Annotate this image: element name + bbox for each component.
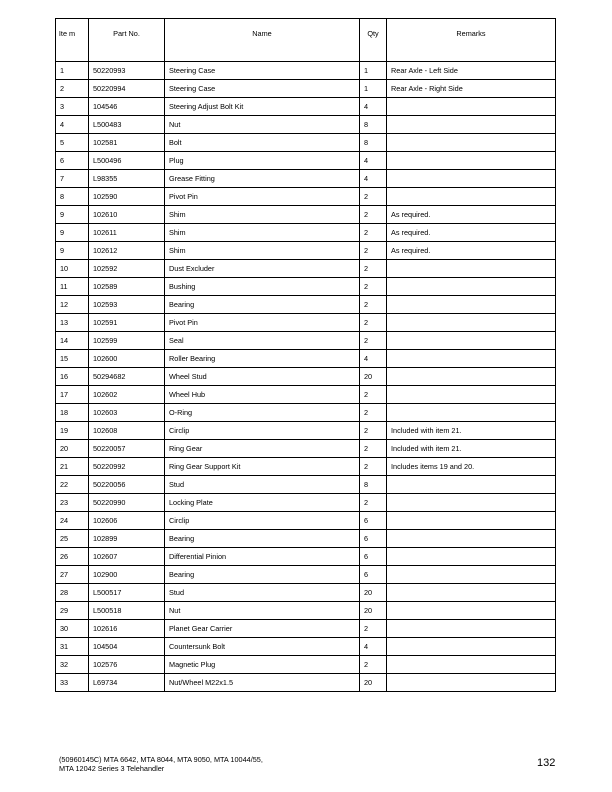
remarks-cell bbox=[387, 638, 556, 656]
table-row bbox=[56, 242, 556, 260]
part-name-cell: Magnetic Plug bbox=[165, 656, 360, 674]
quantity-cell: 2 bbox=[360, 278, 387, 296]
part-number-cell: 102612 bbox=[89, 242, 165, 260]
item-cell: 2 bbox=[56, 80, 89, 98]
item-cell: 25 bbox=[56, 530, 89, 548]
remarks-cell bbox=[387, 656, 556, 674]
part-number-cell: L500496 bbox=[89, 152, 165, 170]
table-row bbox=[56, 440, 556, 458]
header-item: Ite m bbox=[56, 19, 89, 62]
quantity-cell: 2 bbox=[360, 224, 387, 242]
part-number-cell: 50220992 bbox=[89, 458, 165, 476]
part-number-cell: 102600 bbox=[89, 350, 165, 368]
table-row bbox=[56, 80, 556, 98]
part-number-cell: 104504 bbox=[89, 638, 165, 656]
quantity-cell: 2 bbox=[360, 260, 387, 278]
item-cell: 12 bbox=[56, 296, 89, 314]
part-name-cell: O-Ring bbox=[165, 404, 360, 422]
part-name-cell: Stud bbox=[165, 584, 360, 602]
remarks-cell: As required. bbox=[387, 206, 556, 224]
quantity-cell: 2 bbox=[360, 404, 387, 422]
table-row bbox=[56, 134, 556, 152]
part-name-cell: Nut bbox=[165, 116, 360, 134]
item-cell: 22 bbox=[56, 476, 89, 494]
item-cell: 15 bbox=[56, 350, 89, 368]
quantity-cell: 2 bbox=[360, 188, 387, 206]
part-number-cell: L98355 bbox=[89, 170, 165, 188]
table-row bbox=[56, 278, 556, 296]
quantity-cell: 8 bbox=[360, 476, 387, 494]
part-name-cell: Steering Adjust Bolt Kit bbox=[165, 98, 360, 116]
table-row bbox=[56, 224, 556, 242]
table-row bbox=[56, 98, 556, 116]
part-number-cell: 102610 bbox=[89, 206, 165, 224]
item-cell: 11 bbox=[56, 278, 89, 296]
table-row bbox=[56, 206, 556, 224]
item-cell: 13 bbox=[56, 314, 89, 332]
remarks-cell bbox=[387, 530, 556, 548]
header-qty: Qty bbox=[360, 19, 387, 62]
remarks-cell bbox=[387, 368, 556, 386]
quantity-cell: 4 bbox=[360, 152, 387, 170]
quantity-cell: 2 bbox=[360, 206, 387, 224]
part-number-cell: 50220056 bbox=[89, 476, 165, 494]
remarks-cell bbox=[387, 584, 556, 602]
remarks-cell bbox=[387, 566, 556, 584]
remarks-cell: Included with item 21. bbox=[387, 440, 556, 458]
quantity-cell: 2 bbox=[360, 242, 387, 260]
table-row bbox=[56, 638, 556, 656]
quantity-cell: 6 bbox=[360, 512, 387, 530]
remarks-cell bbox=[387, 476, 556, 494]
part-number-cell: 50220994 bbox=[89, 80, 165, 98]
quantity-cell: 2 bbox=[360, 332, 387, 350]
part-number-cell: 102576 bbox=[89, 656, 165, 674]
part-name-cell: Planet Gear Carrier bbox=[165, 620, 360, 638]
item-cell: 3 bbox=[56, 98, 89, 116]
part-name-cell: Steering Case bbox=[165, 62, 360, 80]
footer-line-1: (50960145C) MTA 6642, MTA 8044, MTA 9050, MTA 10044/55, bbox=[59, 755, 263, 764]
quantity-cell: 20 bbox=[360, 368, 387, 386]
quantity-cell: 4 bbox=[360, 350, 387, 368]
part-number-cell: 102592 bbox=[89, 260, 165, 278]
table-row bbox=[56, 674, 556, 692]
item-cell: 6 bbox=[56, 152, 89, 170]
remarks-cell bbox=[387, 152, 556, 170]
part-name-cell: Bearing bbox=[165, 566, 360, 584]
part-number-cell: 102602 bbox=[89, 386, 165, 404]
item-cell: 33 bbox=[56, 674, 89, 692]
part-number-cell: 102899 bbox=[89, 530, 165, 548]
quantity-cell: 1 bbox=[360, 80, 387, 98]
footer-line-2: MTA 12042 Series 3 Telehandler bbox=[59, 763, 165, 773]
table-row bbox=[56, 620, 556, 638]
item-cell: 21 bbox=[56, 458, 89, 476]
footer-model-info bbox=[59, 756, 263, 773]
table-row bbox=[56, 458, 556, 476]
page-number: 132 bbox=[537, 757, 556, 769]
table-row bbox=[56, 152, 556, 170]
item-cell: 17 bbox=[56, 386, 89, 404]
quantity-cell: 2 bbox=[360, 314, 387, 332]
remarks-cell bbox=[387, 134, 556, 152]
part-name-cell: Plug bbox=[165, 152, 360, 170]
item-cell: 19 bbox=[56, 422, 89, 440]
remarks-cell: Rear Axle - Left Side bbox=[387, 62, 556, 80]
remarks-cell bbox=[387, 350, 556, 368]
remarks-cell bbox=[387, 98, 556, 116]
part-name-cell: Seal bbox=[165, 332, 360, 350]
item-cell: 7 bbox=[56, 170, 89, 188]
part-number-cell: 102606 bbox=[89, 512, 165, 530]
table-row bbox=[56, 368, 556, 386]
remarks-cell bbox=[387, 332, 556, 350]
part-name-cell: Circlip bbox=[165, 512, 360, 530]
remarks-cell: Rear Axle - Right Side bbox=[387, 80, 556, 98]
remarks-cell bbox=[387, 494, 556, 512]
table-row bbox=[56, 260, 556, 278]
part-name-cell: Shim bbox=[165, 224, 360, 242]
quantity-cell: 2 bbox=[360, 494, 387, 512]
quantity-cell: 2 bbox=[360, 440, 387, 458]
table-row bbox=[56, 530, 556, 548]
item-cell: 20 bbox=[56, 440, 89, 458]
part-number-cell: 102616 bbox=[89, 620, 165, 638]
part-name-cell: Bushing bbox=[165, 278, 360, 296]
item-cell: 26 bbox=[56, 548, 89, 566]
remarks-cell bbox=[387, 170, 556, 188]
part-name-cell: Nut bbox=[165, 602, 360, 620]
table-row bbox=[56, 116, 556, 134]
part-number-cell: 102611 bbox=[89, 224, 165, 242]
part-name-cell: Bearing bbox=[165, 530, 360, 548]
part-name-cell: Ring Gear Support Kit bbox=[165, 458, 360, 476]
item-cell: 32 bbox=[56, 656, 89, 674]
part-name-cell: Differential Pinion bbox=[165, 548, 360, 566]
header-name: Name bbox=[165, 19, 360, 62]
quantity-cell: 20 bbox=[360, 602, 387, 620]
item-cell: 14 bbox=[56, 332, 89, 350]
header-part-no: Part No. bbox=[89, 19, 165, 62]
table-row bbox=[56, 656, 556, 674]
part-number-cell: L500517 bbox=[89, 584, 165, 602]
quantity-cell: 8 bbox=[360, 116, 387, 134]
remarks-cell bbox=[387, 188, 556, 206]
quantity-cell: 6 bbox=[360, 548, 387, 566]
table-row bbox=[56, 584, 556, 602]
part-number-cell: 50220057 bbox=[89, 440, 165, 458]
table-header-row bbox=[56, 19, 556, 62]
parts-table-body bbox=[56, 62, 556, 692]
table-row bbox=[56, 512, 556, 530]
remarks-cell: As required. bbox=[387, 242, 556, 260]
quantity-cell: 8 bbox=[360, 134, 387, 152]
part-number-cell: 102591 bbox=[89, 314, 165, 332]
part-number-cell: 50294682 bbox=[89, 368, 165, 386]
part-number-cell: 50220990 bbox=[89, 494, 165, 512]
part-number-cell: L500483 bbox=[89, 116, 165, 134]
part-number-cell: 102589 bbox=[89, 278, 165, 296]
table-row bbox=[56, 188, 556, 206]
table-row bbox=[56, 296, 556, 314]
item-cell: 29 bbox=[56, 602, 89, 620]
parts-table bbox=[55, 18, 556, 692]
table-row bbox=[56, 494, 556, 512]
remarks-cell bbox=[387, 674, 556, 692]
item-cell: 31 bbox=[56, 638, 89, 656]
table-row bbox=[56, 314, 556, 332]
item-cell: 4 bbox=[56, 116, 89, 134]
part-name-cell: Shim bbox=[165, 242, 360, 260]
remarks-cell bbox=[387, 548, 556, 566]
quantity-cell: 4 bbox=[360, 98, 387, 116]
table-row bbox=[56, 350, 556, 368]
quantity-cell: 2 bbox=[360, 386, 387, 404]
remarks-cell bbox=[387, 404, 556, 422]
remarks-cell bbox=[387, 296, 556, 314]
item-cell: 9 bbox=[56, 242, 89, 260]
table-row bbox=[56, 476, 556, 494]
table-row bbox=[56, 62, 556, 80]
part-name-cell: Ring Gear bbox=[165, 440, 360, 458]
quantity-cell: 4 bbox=[360, 170, 387, 188]
item-cell: 10 bbox=[56, 260, 89, 278]
remarks-cell bbox=[387, 602, 556, 620]
item-cell: 9 bbox=[56, 224, 89, 242]
table-row bbox=[56, 548, 556, 566]
item-cell: 18 bbox=[56, 404, 89, 422]
remarks-cell: As required. bbox=[387, 224, 556, 242]
part-name-cell: Steering Case bbox=[165, 80, 360, 98]
item-cell: 27 bbox=[56, 566, 89, 584]
part-number-cell: L69734 bbox=[89, 674, 165, 692]
quantity-cell: 2 bbox=[360, 656, 387, 674]
part-name-cell: Stud bbox=[165, 476, 360, 494]
part-name-cell: Bolt bbox=[165, 134, 360, 152]
part-name-cell: Pivot Pin bbox=[165, 314, 360, 332]
part-number-cell: 102607 bbox=[89, 548, 165, 566]
table-row bbox=[56, 332, 556, 350]
item-cell: 5 bbox=[56, 134, 89, 152]
part-number-cell: 50220993 bbox=[89, 62, 165, 80]
item-cell: 28 bbox=[56, 584, 89, 602]
item-cell: 24 bbox=[56, 512, 89, 530]
part-name-cell: Locking Plate bbox=[165, 494, 360, 512]
part-number-cell: 104546 bbox=[89, 98, 165, 116]
part-name-cell: Wheel Stud bbox=[165, 368, 360, 386]
item-cell: 23 bbox=[56, 494, 89, 512]
quantity-cell: 2 bbox=[360, 422, 387, 440]
part-name-cell: Countersunk Bolt bbox=[165, 638, 360, 656]
header-remarks: Remarks bbox=[387, 19, 556, 62]
quantity-cell: 2 bbox=[360, 296, 387, 314]
part-number-cell: 102603 bbox=[89, 404, 165, 422]
item-cell: 8 bbox=[56, 188, 89, 206]
part-name-cell: Grease Fitting bbox=[165, 170, 360, 188]
quantity-cell: 2 bbox=[360, 458, 387, 476]
remarks-cell: Includes items 19 and 20. bbox=[387, 458, 556, 476]
part-name-cell: Dust Excluder bbox=[165, 260, 360, 278]
part-number-cell: L500518 bbox=[89, 602, 165, 620]
remarks-cell bbox=[387, 260, 556, 278]
part-number-cell: 102581 bbox=[89, 134, 165, 152]
part-name-cell: Shim bbox=[165, 206, 360, 224]
quantity-cell: 2 bbox=[360, 620, 387, 638]
quantity-cell: 1 bbox=[360, 62, 387, 80]
quantity-cell: 4 bbox=[360, 638, 387, 656]
table-row bbox=[56, 170, 556, 188]
item-cell: 16 bbox=[56, 368, 89, 386]
part-number-cell: 102593 bbox=[89, 296, 165, 314]
quantity-cell: 20 bbox=[360, 674, 387, 692]
quantity-cell: 20 bbox=[360, 584, 387, 602]
remarks-cell bbox=[387, 386, 556, 404]
remarks-cell bbox=[387, 278, 556, 296]
part-name-cell: Bearing bbox=[165, 296, 360, 314]
part-number-cell: 102599 bbox=[89, 332, 165, 350]
remarks-cell bbox=[387, 314, 556, 332]
remarks-cell bbox=[387, 620, 556, 638]
part-name-cell: Nut/Wheel M22x1.5 bbox=[165, 674, 360, 692]
table-row bbox=[56, 386, 556, 404]
table-row bbox=[56, 602, 556, 620]
item-cell: 30 bbox=[56, 620, 89, 638]
part-name-cell: Wheel Hub bbox=[165, 386, 360, 404]
quantity-cell: 6 bbox=[360, 566, 387, 584]
table-row bbox=[56, 566, 556, 584]
remarks-cell: Included with item 21. bbox=[387, 422, 556, 440]
remarks-cell bbox=[387, 116, 556, 134]
part-number-cell: 102608 bbox=[89, 422, 165, 440]
item-cell: 9 bbox=[56, 206, 89, 224]
part-number-cell: 102590 bbox=[89, 188, 165, 206]
part-name-cell: Circlip bbox=[165, 422, 360, 440]
quantity-cell: 6 bbox=[360, 530, 387, 548]
table-row bbox=[56, 422, 556, 440]
part-name-cell: Roller Bearing bbox=[165, 350, 360, 368]
part-number-cell: 102900 bbox=[89, 566, 165, 584]
item-cell: 1 bbox=[56, 62, 89, 80]
part-name-cell: Pivot Pin bbox=[165, 188, 360, 206]
remarks-cell bbox=[387, 512, 556, 530]
table-row bbox=[56, 404, 556, 422]
